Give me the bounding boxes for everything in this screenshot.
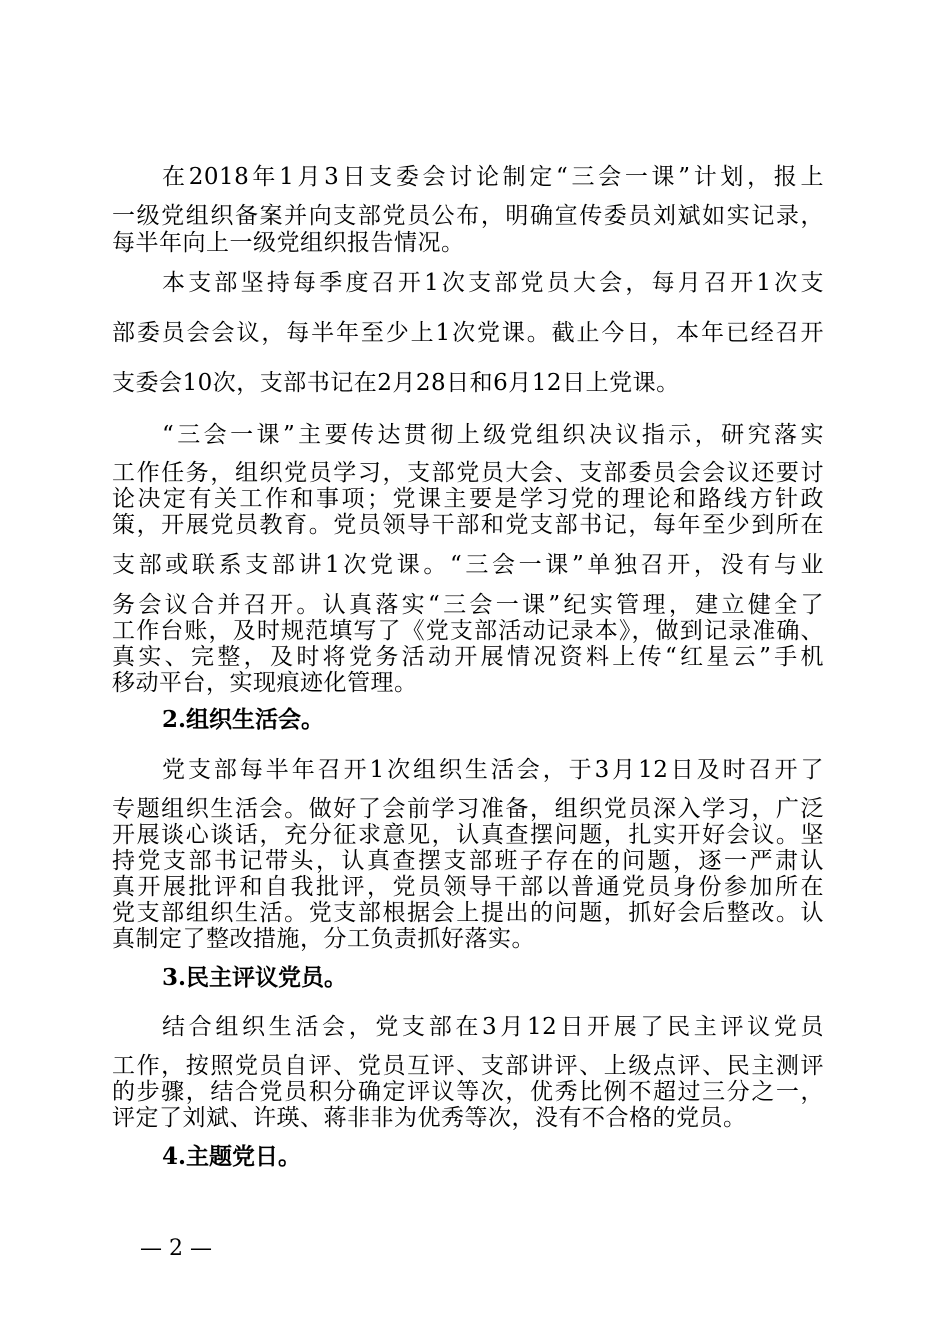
text-line: 支部或联系支部讲1次党课。“三会一课”单独召开，没有与业 — [112, 552, 824, 578]
text-line: 党支部组织生活。党支部根据会上提出的问题，抓好会后整改。认 — [112, 900, 824, 926]
text-line: 工作台账，及时规范填写了《党支部活动记录本》，做到记录准确、 — [112, 618, 824, 644]
text-line: 结合组织生活会，党支部在3月12日开展了民主评议党员 — [162, 1014, 824, 1040]
section-heading: 3.民主评议党员。 — [162, 964, 348, 991]
text-line: 真实、完整，及时将党务活动开展情况资料上传“红星云”手机 — [112, 644, 824, 670]
page-number: — 2 — — [140, 1236, 212, 1261]
text-line: 的步骤，结合党员积分确定评议等次，优秀比例不超过三分之一， — [112, 1079, 824, 1105]
section-heading: 4.主题党日。 — [162, 1143, 302, 1170]
text-line: 每半年向上一级党组织报告情况。 — [112, 230, 465, 256]
text-line: 真开展批评和自我批评，党员领导干部以普通党员身份参加所在 — [112, 874, 824, 900]
text-line: 本支部坚持每季度召开1次支部党员大会，每月召开1次支 — [162, 270, 824, 296]
text-line: 持党支部书记带头，认真查摆支部班子存在的问题，逐一严肃认 — [112, 848, 824, 874]
text-line: 党支部每半年召开1次组织生活会，于3月12日及时召开了 — [162, 757, 824, 783]
section-heading: 2.组织生活会。 — [162, 706, 325, 733]
text-line: 真制定了整改措施，分工负责抓好落实。 — [112, 926, 535, 952]
text-line: 部委员会会议，每半年至少上1次党课。截止今日，本年已经召开 — [112, 320, 824, 346]
text-line: 工作任务，组织党员学习，支部党员大会、支部委员会会议还要讨 — [112, 460, 824, 486]
text-line: 专题组织生活会。做好了会前学习准备，组织党员深入学习，广泛 — [112, 796, 824, 822]
text-line: 务会议合并召开。认真落实“三会一课”纪实管理，建立健全了 — [112, 592, 824, 618]
text-line: 评定了刘斌、许瑛、蒋非非为优秀等次，没有不合格的党员。 — [112, 1105, 747, 1131]
text-line: 移动平台，实现痕迹化管理。 — [112, 670, 418, 696]
text-line: 策，开展党员教育。党员领导干部和党支部书记，每年至少到所在 — [112, 512, 824, 538]
text-line: 工作，按照党员自评、党员互评、支部讲评、上级点评、民主测评 — [112, 1053, 824, 1079]
text-line: 一级党组织备案并向支部党员公布，明确宣传委员刘斌如实记录， — [112, 203, 824, 229]
text-line: 论决定有关工作和事项；党课主要是学习党的理论和路线方针政 — [112, 486, 824, 512]
text-line: 开展谈心谈话，充分征求意见，认真查摆问题，扎实开好会议。坚 — [112, 822, 824, 848]
text-line: 在2018年1月3日支委会讨论制定“三会一课”计划，报上 — [162, 164, 824, 190]
text-line: 支委会10次，支部书记在2月28日和6月12日上党课。 — [112, 370, 680, 396]
text-line: “三会一课”主要传达贯彻上级党组织决议指示，研究落实 — [162, 422, 824, 448]
